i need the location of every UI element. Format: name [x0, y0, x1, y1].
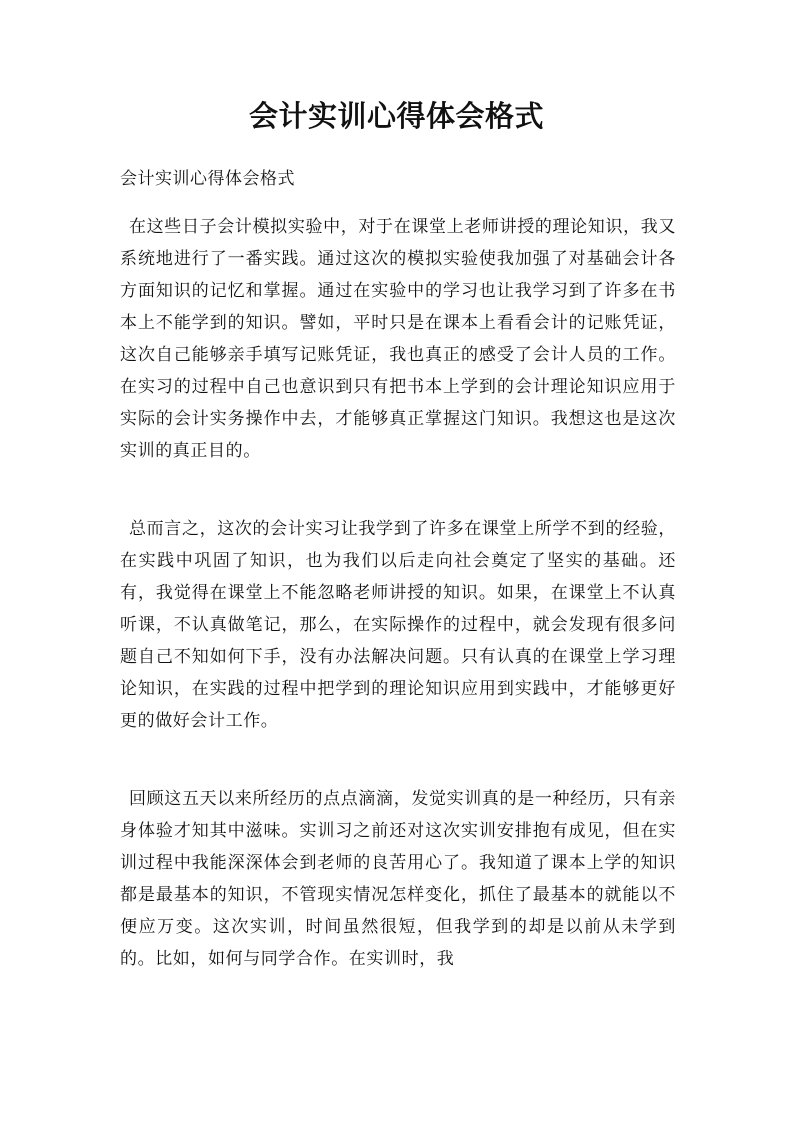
document-subtitle: 会计实训心得体会格式: [120, 169, 295, 189]
paragraph-1: 在这些日子会计模拟实验中，对于在课堂上老师讲授的理论知识，我又系统地进行了一番实践。通过这次的模拟实验使我加强了对基础会计各方面知识的记忆和掌握。通过在实验中的学习也让我学习到了许多在书本上不能学到的知识。譬如，平时只是在课本上看看会计的记账凭证，这次自己能够亲手填写记账凭证，我也真正的感受了会计人员的工作。在实习的过程中自己也意识到只有把书本上学到的会计理论知识应用于实际的会计实务操作中去，才能够真正掌握这门知识。我想这也是这次实训的真正目的。: [120, 217, 676, 461]
paragraph-2: 总而言之，这次的会计实习让我学到了许多在课堂上所学不到的经验，在实践中巩固了知识，也为我们以后走向社会奠定了坚实的基础。还有，我觉得在课堂上不能忽略老师讲授的知识。如果，在课堂上不认真听课，不认真做笔记，那么，在实际操作的过程中，就会发现有很多问题自己不知如何下手，没有办法解决问题。只有认真的在课堂上学习理论知识，在实践的过程中把学到的理论知识应用到实践中，才能够更好更的做好会计工作。: [120, 519, 676, 731]
document-title: 会计实训心得体会格式: [248, 99, 544, 133]
paragraph-3: 回顾这五天以来所经历的点点滴滴，发觉实训真的是一种经历，只有亲身体验才知其中滋味。实训习之前还对这次实训安排抱有成见，但在实训过程中我能深深体会到老师的良苦用心了。我知道了课本上学的知识都是最基本的知识，不管现实情况怎样变化，抓住了最基本的就能以不便应万变。这次实训，时间虽然很短，但我学到的却是以前从未学到的。比如，如何与同学合作。在实训时，我: [120, 789, 676, 969]
